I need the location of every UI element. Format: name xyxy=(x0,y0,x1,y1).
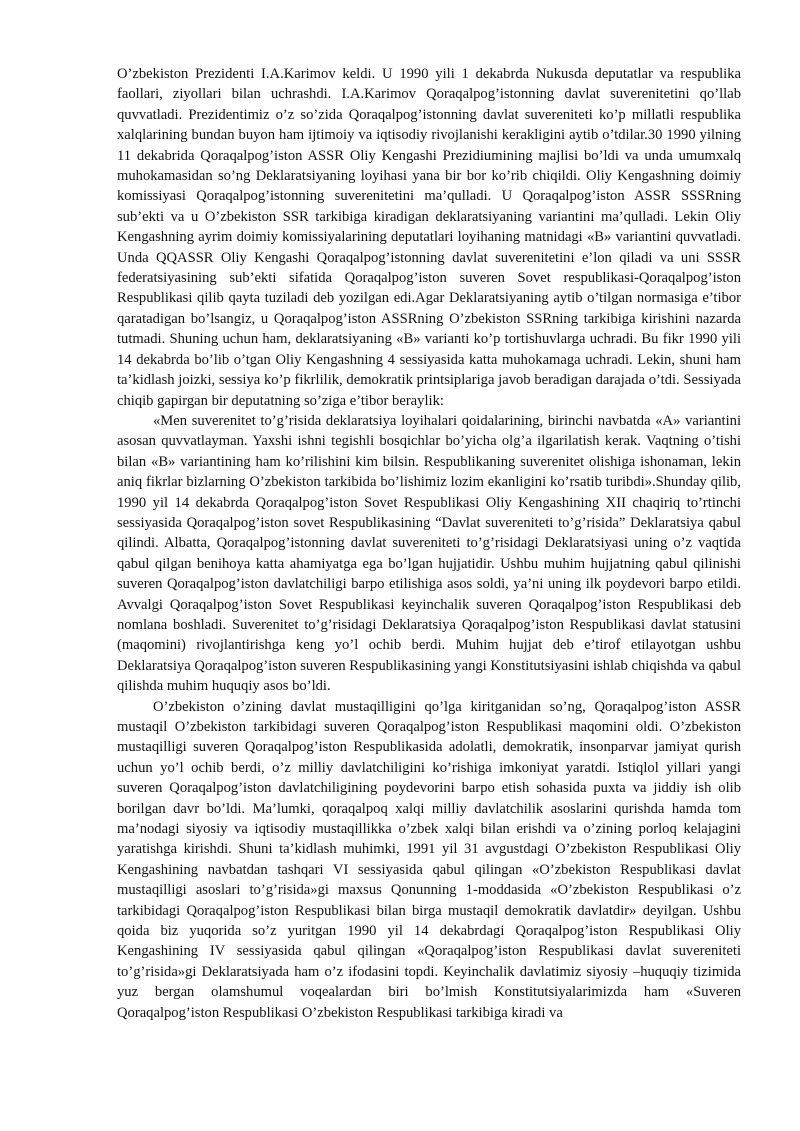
paragraph-2: «Men suverenitet to’g’risida deklaratsiya loyihalari qoidalarining, birinchi navbatda «A» variantini asosan quvvatlayman. Yaxshi ishni tegishli bosqichlar bo’yicha olg’a ilgarilatish kerak. Vaqtning o’tishi bilan «B» variantining ham ko’rilishini kim bilsin. Respublikaning suverenitet olishiga ishonaman, lekin aniq fikrlar bizlarning O’zbekiston tarkibida bo’lishimiz lozim ekanligini ko’rsatib turibdi».Shunday qilib, 1990 yil 14 dekabrda Qoraqalpog’iston Sovet Respublikasi Oliy Kengashining XII chaqiriq to’rtinchi sessiyasida Qoraqalpog’iston sovet Respublikasining “Davlat suvereniteti to’g’risida” Deklaratsiya qabul qilindi. Albatta, Qoraqalpog’istonning davlat suvereniteti to’g’risidagi Deklaratsiyasi uning o’z vaqtida qabul qilgan benihoya katta ahamiyatga ega bo’lgan hujjatidir. Ushbu muhim hujjatning qabul qilinishi suveren Qoraqalpog’iston davlatchiligi barpo etilishiga asos soldi, ya’ni uning ilk poydevori barpo etildi. Avvalgi Qoraqalpog’iston Sovet Respublikasi keyinchalik suveren Qoraqalpog’iston Respublikasi deb nomlana boshladi. Suverenitet to’g’risidagi Deklaratsiya Qoraqalpog’iston Respublikasi davlat statusini (maqomini) rivojlantirishga keng yo’l ochib berdi. Muhim hujjat deb e’tirof etilayotgan ushbu Deklaratsiya Qoraqalpog’iston suveren Respublikasining yangi Konstitutsiyasini ishlab chiqishda va qabul qilishda muhim huquqiy asos bo’ldi. xyxy=(117,412,741,695)
paragraph-1: O’zbekiston Prezidenti I.A.Karimov keldi. U 1990 yili 1 dekabrda Nukusda deputatlar va respublika faollari, ziyollari bilan uchrashdi. I.A.Karimov Qoraqalpog’istonning davlat suverenitetini qo’llab quvvatladi. Prezidentimiz o’z so’zida Qoraqalpog’istonning davlat suvereniteti ko’p millatli respublika xalqlarining bundan buyon ham ijtimoiy va iqtisodiy rivojlanishi kerakligini aytib o’tdilar.30 1990 yilning 11 dekabrida Qoraqalpog’iston ASSR Oliy Kengashi Prezidiumining majlisi bo’ldi va unda umumxalq muhokamasidan so’ng Deklaratsiyaning loyihasi yana bir bor ko’rib chiqildi. Oliy Kengashning doimiy komissiyasi Qoraqalpog’istonning suverenitetini ma’qulladi. U Qoraqalpog’iston ASSR SSSRning sub’ekti va u O’zbekiston SSR tarkibiga kiradigan deklaratsiyaning variantini ma’qulladi. Lekin Oliy Kengashning ayrim doimiy komissiyalarining deputatlari loyihaning matnidagi «B» variantini quvvatladi. Unda QQASSR Oliy Kengashi Qoraqalpog’istonning davlat suverenitetini e’lon qiladi va uni SSSR federatsiyasining sub’ekti sifatida Qoraqalpog’iston suveren Sovet respublikasi-Qoraqalpog’iston Respublikasi qilib qayta tuziladi deb yozilgan edi.Agar Deklaratsiyaning aytib o’tilgan normasiga e’tibor qaratadigan bo’lsangiz, u Qoraqalpog’iston ASSRning O’zbekiston SSRning tarkibiga kirishini nazarda tutmadi. Shuning uchun ham, deklaratsiyaning «B» varianti ko’p tortishuvlarga uchradi. Bu fikr 1990 yili 14 dekabrda bo’lib o’tgan Oliy Kengashning 4 sessiyasida katta muhokamaga uchradi. Lekin, shuni ham ta’kidlash joizki, sessiya ko’p fikrlilik, demokratik printsiplariga javob beradigan darajada o’tdi. Sessiyada chiqib gapirgan bir deputatning so’ziga e’tibor beraylik: xyxy=(117,66,741,409)
document-page xyxy=(117,64,741,1023)
paragraph-3: O’zbekiston o’zining davlat mustaqilligini qo’lga kiritganidan so’ng, Qoraqalpog’iston ASSR mustaqil O’zbekiston tarkibidagi suveren Qoraqalpog’iston Respublikasi maqomini oldi. O’zbekiston mustaqilligi suveren Qoraqalpog’iston Respublikasida adolatli, demokratik, insonparvar jamiyat qurish uchun yo’l ochib berdi, o’z milliy davlatchiligini ko’rishiga imkoniyat yaratdi. Istiqlol yillari yangi suveren Qoraqalpog’iston davlatchiligining poydevorini barpo etish sohasida puxta va jiddiy ish olib borilgan davr bo’ldi. Ma’lumki, qoraqalpoq xalqi milliy davlatchilik asoslarini qurishda hamda tom ma’nodagi siyosiy va iqtisodiy mustaqillikka o’zbek xalqi bilan erishdi va o’zining porloq kelajagini yaratishga kirishdi. Shuni ta’kidlash muhimki, 1991 yil 31 avgustdagi O’zbekiston Respublikasi Oliy Kengashining navbatdan tashqari VI sessiyasida qabul qilingan «O’zbekiston Respublikasi davlat mustaqilligi asoslari to’g’risida»gi maxsus Qonunning 1-moddasida «O’zbekiston Respublikasi o’z tarkibidagi Qoraqalpog’iston Respublikasi bilan birga mustaqil demokratik davlatdir» deyilgan. Ushbu qoida biz yuqorida so’z yuritgan 1990 yil 14 dekabrdagi Qoraqalpog’iston Respublikasi Oliy Kengashining IV sessiyasida qabul qilingan «Qoraqalpog’iston Respublikasi davlat suvereniteti to’g’risida»gi Deklaratsiyada ham o’z ifodasini topdi. Keyinchalik davlatimiz siyosiy –huquqiy tizimida yuz bergan olamshumul voqealardan biri bo’lmish Konstitutsiyalarimizda ham «Suveren Qoraqalpog’iston Respublikasi O’zbekiston Respublikasi tarkibiga kiradi va xyxy=(117,698,741,1021)
